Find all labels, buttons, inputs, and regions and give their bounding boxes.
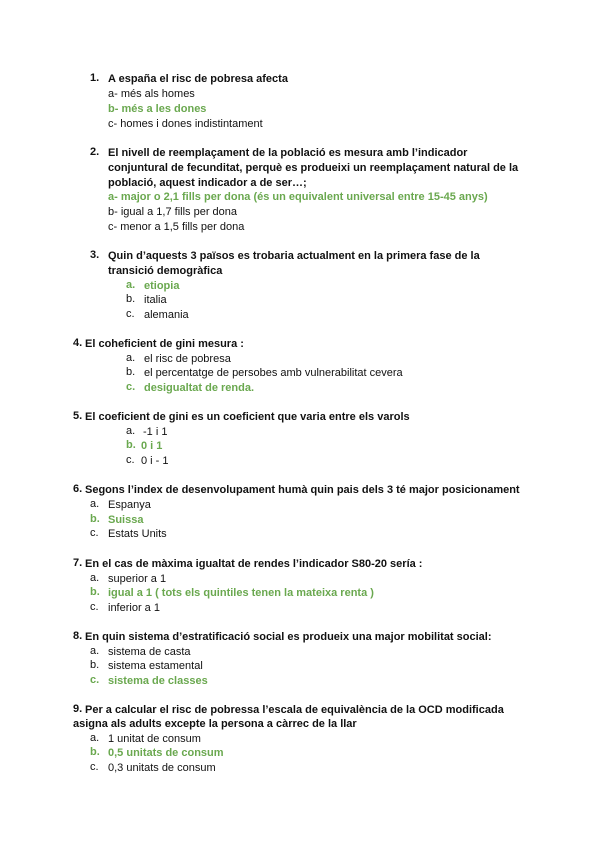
- question-number: 9.: [73, 703, 83, 715]
- option-c-correct: desigualtat de renda.: [144, 382, 255, 394]
- option-c-label: c.: [126, 454, 135, 466]
- option-a-label: a.: [90, 732, 100, 744]
- option-b-label: b.: [90, 586, 100, 598]
- option-b-label: b.: [90, 746, 100, 758]
- option-b-correct: b- més a les dones: [108, 103, 207, 115]
- question-title-line-1: Per a calcular el risc de pobressa l’escala de equivalència de la OCD modificada: [85, 704, 504, 716]
- question-title: En quin sistema d’estratificació social es produeix una major mobilitat social:: [85, 631, 492, 643]
- option-b-label: b.: [90, 513, 100, 525]
- option-b-label: b.: [90, 659, 100, 671]
- option-b: italia: [144, 294, 167, 306]
- option-c: inferior a 1: [108, 602, 160, 614]
- option-c-label: c.: [126, 381, 136, 393]
- option-a-label: a.: [90, 572, 100, 584]
- question-title: El coheficient de gini mesura :: [85, 338, 244, 350]
- option-b: el percentatge de persobes amb vulnerabilitat cevera: [144, 367, 403, 379]
- question-title-line-1: Quin d’aquests 3 països es trobaria actualment en la primera fase de la: [108, 250, 480, 262]
- option-a: Espanya: [108, 499, 151, 511]
- question-title-line-3: població, aquest indicador a de ser…;: [108, 177, 307, 189]
- option-b-correct: igual a 1 ( tots els quintiles tenen la mateixa renta ): [108, 587, 374, 599]
- question-number: 5.: [73, 410, 83, 422]
- option-b-label: b.: [126, 293, 136, 305]
- option-c-label: c.: [126, 308, 135, 320]
- question-title-line-1: El nivell de reemplaçament de la població es mesura amb l’indicador: [108, 147, 468, 159]
- option-c-label: c.: [90, 761, 99, 773]
- option-c: Estats Units: [108, 528, 167, 540]
- option-a: sistema de casta: [108, 646, 191, 658]
- question-number: 2.: [90, 146, 100, 158]
- option-c-label: c.: [90, 674, 100, 686]
- option-c-label: c.: [90, 601, 99, 613]
- option-a: -1 i 1: [143, 426, 168, 438]
- option-c-correct: sistema de classes: [108, 675, 208, 687]
- option-a-label: a.: [90, 645, 100, 657]
- option-a-correct: a- major o 2,1 fills per dona (és un equivalent universal entre 15-45 anys): [108, 191, 488, 203]
- option-c: c- menor a 1,5 fills per dona: [108, 221, 245, 233]
- question-number: 3.: [90, 249, 100, 261]
- option-c: 0 i - 1: [141, 455, 169, 467]
- option-a: superior a 1: [108, 573, 167, 585]
- question-number: 8.: [73, 630, 83, 642]
- question-title: En el cas de màxima igualtat de rendes l’indicador S80-20 sería :: [85, 558, 423, 570]
- question-title-line-2: asigna als adults excepte la persona a càrrec de la llar: [73, 718, 357, 730]
- option-b-label: b.: [126, 439, 136, 451]
- question-title-line-2: transició demogràfica: [108, 265, 223, 277]
- option-c: c- homes i dones indistintament: [108, 118, 263, 130]
- option-a: 1 unitat de consum: [108, 733, 201, 745]
- option-b-correct: Suissa: [108, 514, 144, 526]
- option-a-label: a.: [126, 425, 136, 437]
- option-c-label: c.: [90, 527, 99, 539]
- option-a: a- més als homes: [108, 88, 195, 100]
- question-number: 7.: [73, 557, 83, 569]
- option-a: el risc de pobresa: [144, 353, 231, 365]
- option-b-correct: 0,5 unitats de consum: [108, 747, 224, 759]
- option-a-label: a.: [90, 498, 100, 510]
- question-title: Segons l’index de desenvolupament humà quin pais dels 3 té major posicionament: [85, 484, 520, 496]
- option-b-correct: 0 i 1: [141, 440, 163, 452]
- question-title: El coeficient de gini es un coeficient que varia entre els varols: [85, 411, 410, 423]
- option-a-correct: etiopia: [144, 280, 180, 292]
- question-number: 6.: [73, 483, 83, 495]
- option-b-label: b.: [126, 366, 136, 378]
- question-title-line-2: conjuntural de fecunditat, perquè es produeixi un reemplaçament natural de la: [108, 162, 519, 174]
- option-c: alemania: [144, 309, 189, 321]
- question-number: 1.: [90, 72, 100, 84]
- option-c: 0,3 unitats de consum: [108, 762, 216, 774]
- option-b: b- igual a 1,7 fills per dona: [108, 206, 238, 218]
- question-number: 4.: [73, 337, 83, 349]
- option-b: sistema estamental: [108, 660, 203, 672]
- option-a-label: a.: [126, 279, 136, 291]
- question-title: A españa el risc de pobresa afecta: [108, 73, 288, 85]
- option-a-label: a.: [126, 352, 136, 364]
